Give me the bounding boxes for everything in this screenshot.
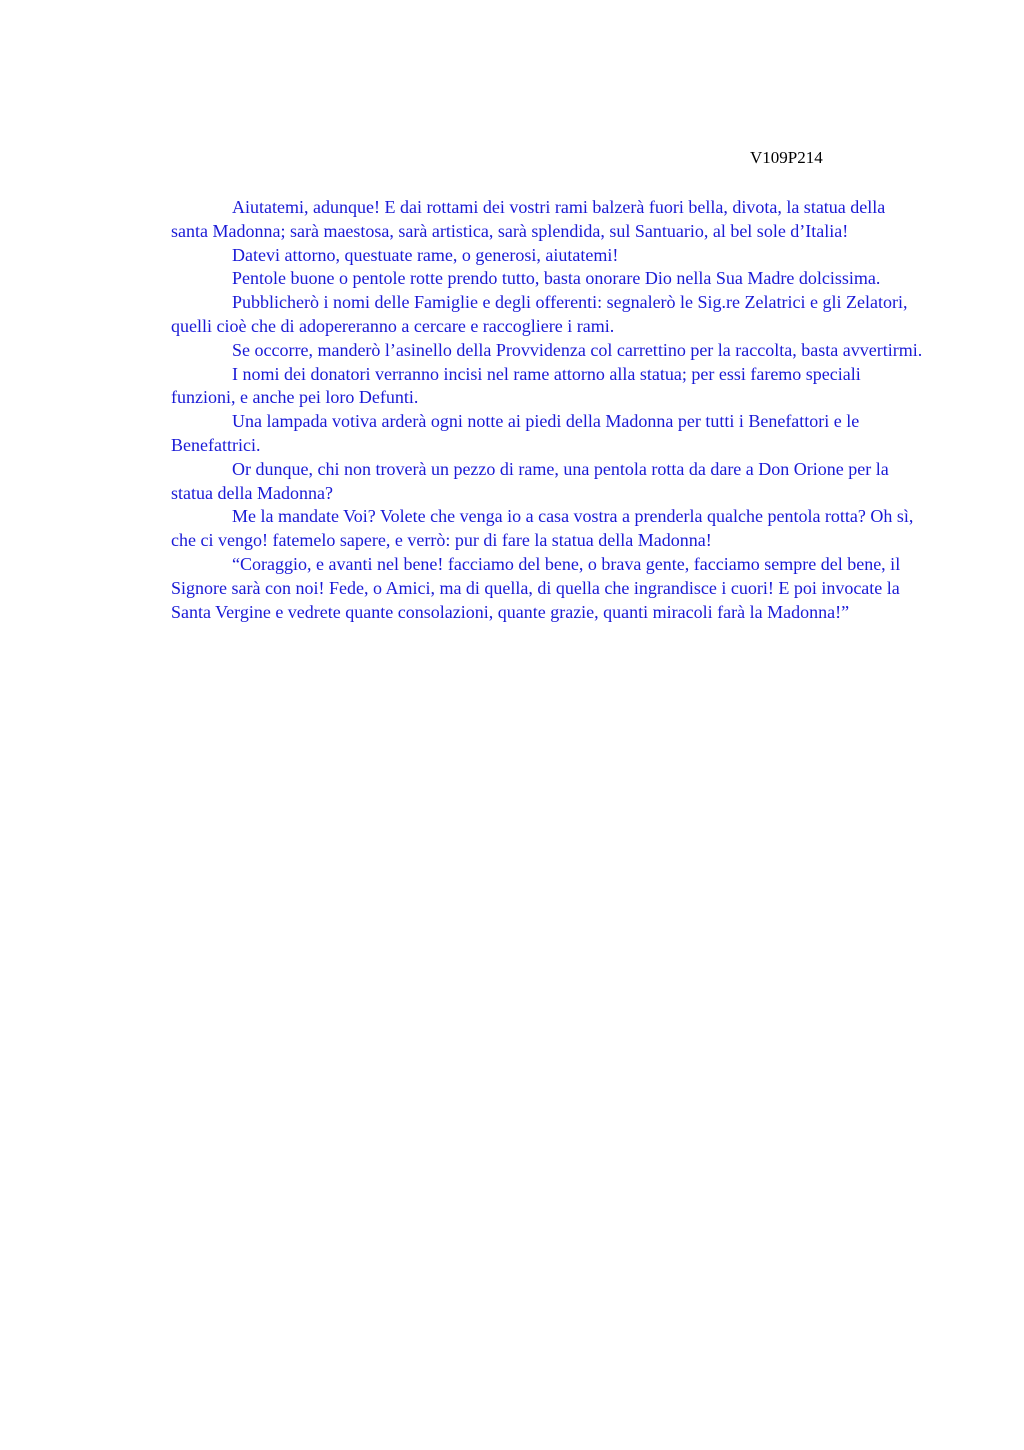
paragraph: Pubblicherò i nomi delle Famiglie e degli offerenti: segnalerò le Sig.re Zelatrici e gli Zelatori, quelli cioè che di adopereranno a cercare e raccogliere i rami. (171, 292, 908, 336)
page-code: V109P214 (750, 148, 823, 167)
paragraph: Una lampada votiva arderà ogni notte ai piedi della Madonna per tutti i Benefattori e le Benefattrici. (171, 411, 860, 455)
paragraph: “Coraggio, e avanti nel bene! facciamo del bene, o brava gente, facciamo sempre del bene, il Signore sarà con noi! Fede, o Amici, ma di quella, di quella che ingrandisce i cuori! E poi invocate la Santa Vergine e vedrete quante consolazioni, quante grazie, quanti miracoli farà la Madonna!” (171, 553, 901, 622)
body-text (171, 196, 923, 624)
paragraph: Se occorre, manderò l’asinello della Provvidenza col carrettino per la raccolta, basta avvertirmi. (232, 339, 923, 360)
paragraph: Me la mandate Voi? Volete che venga io a casa vostra a prenderla qualche pentola rotta? Oh sì, che ci vengo! fatemelo sapere, e verrò: pur di fare la statua della Madonna! (171, 506, 914, 551)
paragraph: Datevi attorno, questuate rame, o generosi, aiutatemi! (232, 244, 619, 265)
paragraph: Pentole buone o pentole rotte prendo tutto, basta onorare Dio nella Sua Madre dolcissima. (232, 268, 881, 289)
paragraph: Aiutatemi, adunque! E dai rottami dei vostri rami balzerà fuori bella, divota, la statua della santa Madonna; sarà maestosa, sarà artistica, sarà splendida, sul Santuario, al bel sole d’Italia! (171, 197, 886, 241)
paragraph: Or dunque, chi non troverà un pezzo di rame, una pentola rotta da dare a Don Orione per la statua della Madonna? (171, 458, 889, 503)
paragraph: I nomi dei donatori verranno incisi nel rame attorno alla statua; per essi faremo speciali funzioni, e anche pei loro Defunti. (171, 363, 861, 408)
